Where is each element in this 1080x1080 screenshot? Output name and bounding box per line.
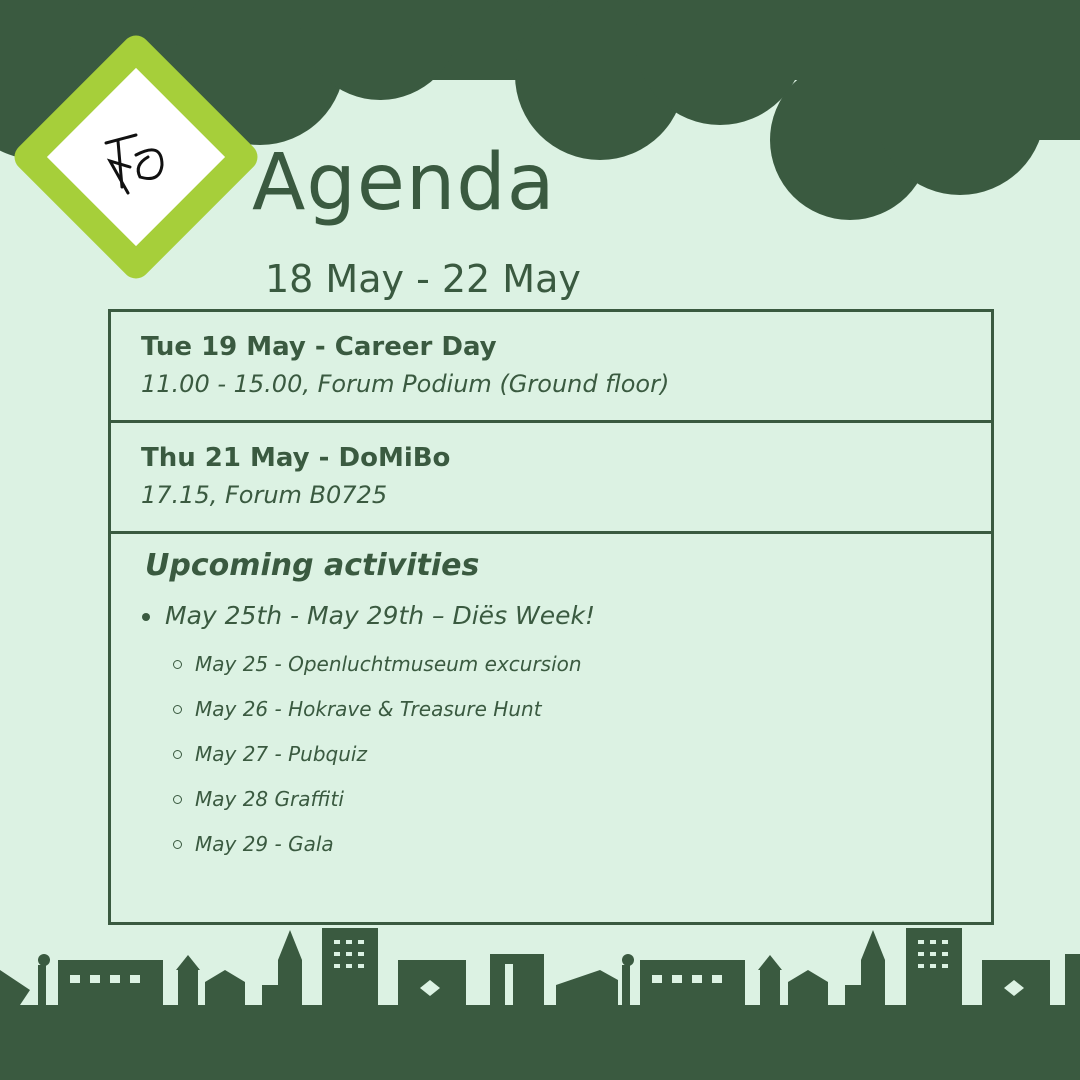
- event-title: Thu 21 May - DoMiBo: [141, 443, 451, 473]
- circle-bullet-icon: [173, 795, 182, 804]
- bullet-icon: [142, 613, 150, 621]
- event-domibo: [111, 423, 991, 534]
- list-item-label: May 29 - Gala: [195, 832, 334, 856]
- circle-bullet-icon: [173, 750, 182, 759]
- circle-bullet-icon: [173, 840, 182, 849]
- list-item: [171, 732, 991, 777]
- list-item: [145, 601, 991, 630]
- list-item-label: May 26 - Hokrave & Treasure Hunt: [195, 697, 542, 721]
- list-item: [171, 822, 991, 867]
- agenda-box: [108, 309, 994, 925]
- event-title: Tue 19 May - Career Day: [141, 332, 497, 362]
- upcoming-section: [111, 534, 991, 867]
- list-item: [171, 777, 991, 822]
- list-item-label: May 27 - Pubquiz: [195, 742, 367, 766]
- association-logo-icon: [78, 95, 198, 215]
- event-detail: 11.00 - 15.00, Forum Podium (Ground floor): [141, 370, 670, 398]
- upcoming-title: Upcoming activities: [145, 548, 480, 583]
- list-item-label: May 28 Graffiti: [195, 787, 344, 811]
- date-range: 18 May - 22 May: [265, 257, 581, 301]
- city-skyline-decoration: [0, 920, 1080, 1080]
- list-item: [171, 642, 991, 687]
- list-item-label: May 25 - Openluchtmuseum excursion: [195, 652, 582, 676]
- list-item: [171, 687, 991, 732]
- list-item-label: May 25th - May 29th – Diës Week!: [165, 601, 596, 630]
- event-career-day: [111, 312, 991, 423]
- event-detail: 17.15, Forum B0725: [141, 481, 388, 509]
- sub-list: [145, 642, 991, 867]
- circle-bullet-icon: [173, 660, 182, 669]
- page-title: Agenda: [252, 138, 556, 228]
- circle-bullet-icon: [173, 705, 182, 714]
